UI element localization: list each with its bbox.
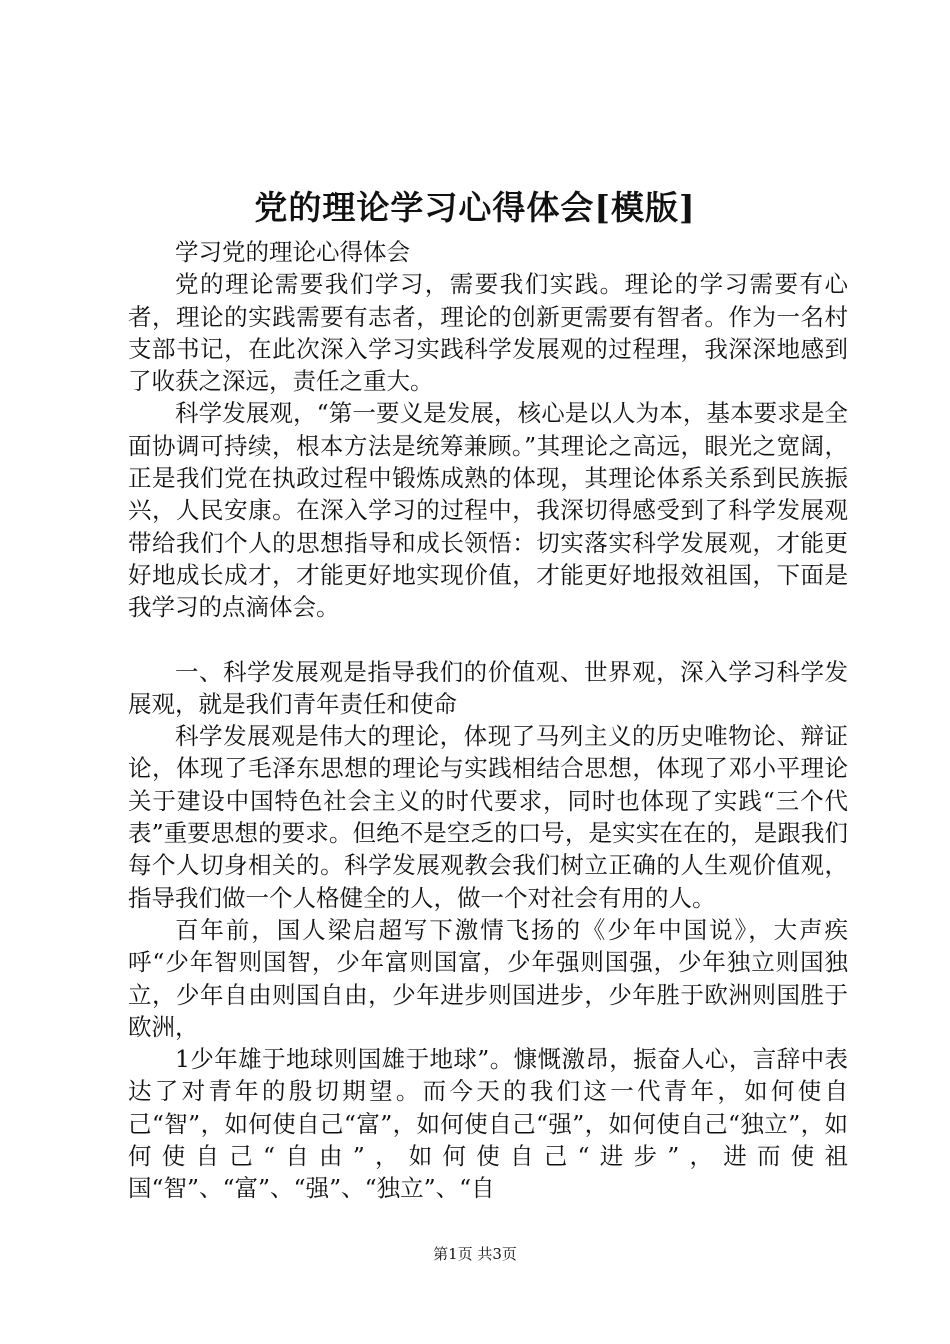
document-body bbox=[128, 236, 848, 1205]
body-paragraph: 1少年雄于地球则国雄于地球”。慷慨激昂，振奋人心，言辞中表达了对青年的殷切期望。而今天的我们这一代青年，如何使自己“智”，如何使自己“富”，如何使自己“强”，如何使自己“独立”，如何使自己“自由”，如何使自己“进步”，进而使祖国“智”、“富”、“强”、“独立”、“自 bbox=[128, 1045, 848, 1203]
body-paragraph: 百年前，国人梁启超写下激情飞扬的《少年中国说》，大声疾呼“少年智则国智，少年富则国富，少年强则国强，少年独立则国独立，少年自由则国自由，少年进步则国进步，少年胜于欧洲则国胜于欧洲， bbox=[128, 915, 848, 1041]
body-paragraph: 科学发展观是伟大的理论，体现了马列主义的历史唯物论、辩证论，体现了毛泽东思想的理论与实践相结合思想，体现了邓小平理论关于建设中国特色社会主义的时代要求，同时也体现了实践“三个代表”重要思想的要求。但绝不是空乏的口号，是实实在在的，是跟我们每个人切身相关的。科学发展观教会我们树立正确的人生观价值观，指导我们做一个人格健全的人，做一个对社会有用的人。 bbox=[128, 722, 848, 912]
body-paragraph: 科学发展观，“第一要义是发展，核心是以人为本，基本要求是全面协调可持续，根本方法是统筹兼顾。”其理论之高远，眼光之宽阔，正是我们党在执政过程中锻炼成熟的体现，其理论体系关系到民族振兴，人民安康。在深入学习的过程中，我深切得感受到了科学发展观带给我们个人的思想指导和成长领悟：切实落实科学发展观，才能更好地成长成才，才能更好地实现价值，才能更好地报效祖国，下面是我学习的点滴体会。 bbox=[128, 399, 848, 622]
subtitle-paragraph: 学习党的理论心得体会 bbox=[175, 238, 410, 266]
document-title: 党的理论学习心得体会[模版] bbox=[254, 188, 696, 227]
page-indicator: 第1页 共3页 bbox=[433, 1245, 517, 1263]
section-heading: 一、科学发展观是指导我们的价值观、世界观，深入学习科学发展观，就是我们青年责任和使命 bbox=[128, 657, 848, 718]
body-paragraph: 党的理论需要我们学习，需要我们实践。理论的学习需要有心者，理论的实践需要有志者，理论的创新更需要有智者。作为一名村支部书记，在此次深入学习实践科学发展观的过程理，我深深地感到了收获之深远，责任之重大。 bbox=[128, 270, 848, 396]
page-footer bbox=[0, 1244, 950, 1264]
